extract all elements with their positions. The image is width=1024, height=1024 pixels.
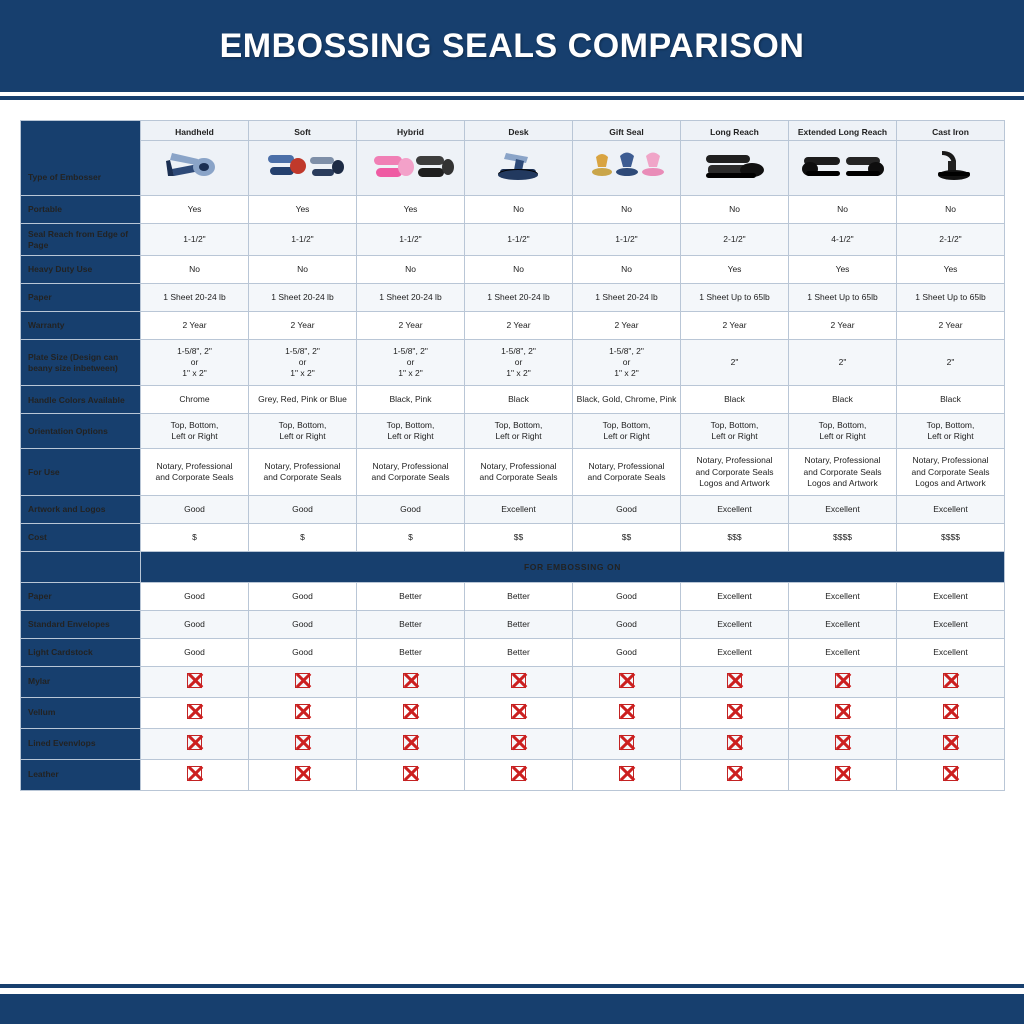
table-row xyxy=(21,523,1005,551)
cell-5-0: 1-5/8", 2" or 1" x 2" xyxy=(141,340,249,386)
table-row xyxy=(21,196,1005,224)
cell-6-6 xyxy=(789,759,897,790)
cell-0-7: Excellent xyxy=(897,582,1005,610)
cell-1-4: 1-1/2" xyxy=(573,224,681,256)
cell-0-2: Better xyxy=(357,582,465,610)
cell-1-2: Better xyxy=(357,610,465,638)
x-mark-icon xyxy=(511,673,526,688)
cell-8-6: Notary, Professional and Corporate Seals Logos and Artwork xyxy=(789,449,897,495)
product-header-extended-long-reach: Extended Long Reach xyxy=(789,121,897,141)
cell-2-0: Good xyxy=(141,638,249,666)
cell-6-5: Black xyxy=(681,386,789,414)
table-row xyxy=(21,414,1005,449)
cell-0-0: Yes xyxy=(141,196,249,224)
cell-6-4 xyxy=(573,759,681,790)
cell-5-7: 2" xyxy=(897,340,1005,386)
cell-3-5: 1 Sheet Up to 65lb xyxy=(681,284,789,312)
x-mark-icon xyxy=(619,735,634,750)
section-banner-left-spacer xyxy=(21,551,141,582)
cell-9-6: Excellent xyxy=(789,495,897,523)
cell-2-5: Yes xyxy=(681,256,789,284)
cell-6-0 xyxy=(141,759,249,790)
row-label-light-cardstock: Light Cardstock xyxy=(21,638,141,666)
row-label-vellum: Vellum xyxy=(21,697,141,728)
cell-3-2: 1 Sheet 20-24 lb xyxy=(357,284,465,312)
x-mark-icon xyxy=(511,766,526,781)
x-mark-icon xyxy=(187,704,202,719)
cell-5-7 xyxy=(897,728,1005,759)
cell-9-1: Good xyxy=(249,495,357,523)
cell-2-5: Excellent xyxy=(681,638,789,666)
cell-2-4: No xyxy=(573,256,681,284)
x-mark-icon xyxy=(187,766,202,781)
cell-7-5: Top, Bottom, Left or Right xyxy=(681,414,789,449)
cell-0-4: Good xyxy=(573,582,681,610)
cell-6-7: Black xyxy=(897,386,1005,414)
table-row xyxy=(21,638,1005,666)
row-label-cost: Cost xyxy=(21,523,141,551)
cell-0-6: No xyxy=(789,196,897,224)
table-row xyxy=(21,582,1005,610)
cell-1-5: Excellent xyxy=(681,610,789,638)
cell-2-3: No xyxy=(465,256,573,284)
footer-divider xyxy=(0,984,1024,988)
cell-0-3: No xyxy=(465,196,573,224)
row-label-portable: Portable xyxy=(21,196,141,224)
cell-8-0: Notary, Professional and Corporate Seals xyxy=(141,449,249,495)
cell-7-0: Top, Bottom, Left or Right xyxy=(141,414,249,449)
cell-9-5: Excellent xyxy=(681,495,789,523)
table-row xyxy=(21,340,1005,386)
cell-10-6: $$$$ xyxy=(789,523,897,551)
x-mark-icon xyxy=(511,704,526,719)
page-title: EMBOSSING SEALS COMPARISON xyxy=(219,26,805,65)
cell-9-4: Good xyxy=(573,495,681,523)
extended-long-reach-embosser-icon xyxy=(789,141,897,196)
product-header-cast-iron: Cast Iron xyxy=(897,121,1005,141)
cell-1-6: Excellent xyxy=(789,610,897,638)
cell-3-4 xyxy=(573,666,681,697)
cell-3-7 xyxy=(897,666,1005,697)
x-mark-icon xyxy=(403,766,418,781)
x-mark-icon xyxy=(295,735,310,750)
cell-1-1: 1-1/2" xyxy=(249,224,357,256)
x-mark-icon xyxy=(727,704,742,719)
cell-9-0: Good xyxy=(141,495,249,523)
cell-7-7: Top, Bottom, Left or Right xyxy=(897,414,1005,449)
cell-0-5: No xyxy=(681,196,789,224)
cell-3-6: 1 Sheet Up to 65lb xyxy=(789,284,897,312)
cell-6-6: Black xyxy=(789,386,897,414)
cell-9-7: Excellent xyxy=(897,495,1005,523)
cell-8-5: Notary, Professional and Corporate Seals Logos and Artwork xyxy=(681,449,789,495)
cell-10-0: $ xyxy=(141,523,249,551)
cell-2-1: No xyxy=(249,256,357,284)
x-mark-icon xyxy=(619,704,634,719)
cell-5-6: 2" xyxy=(789,340,897,386)
cell-2-6: Yes xyxy=(789,256,897,284)
row-label-artwork-and-logos: Artwork and Logos xyxy=(21,495,141,523)
table-row xyxy=(21,495,1005,523)
table-row xyxy=(21,728,1005,759)
row-label-lined-evenvlops: Lined Evenvlops xyxy=(21,728,141,759)
cell-6-3: Black xyxy=(465,386,573,414)
cell-7-1: Top, Bottom, Left or Right xyxy=(249,414,357,449)
table-row xyxy=(21,666,1005,697)
cell-6-1: Grey, Red, Pink or Blue xyxy=(249,386,357,414)
x-mark-icon xyxy=(403,704,418,719)
cell-5-4 xyxy=(573,728,681,759)
cell-10-2: $ xyxy=(357,523,465,551)
comparison-table-body xyxy=(21,121,1005,791)
cell-6-7 xyxy=(897,759,1005,790)
cell-9-3: Excellent xyxy=(465,495,573,523)
cell-2-7: Excellent xyxy=(897,638,1005,666)
cell-3-7: 1 Sheet Up to 65lb xyxy=(897,284,1005,312)
cell-8-2: Notary, Professional and Corporate Seals xyxy=(357,449,465,495)
cell-5-5 xyxy=(681,728,789,759)
row-label-mylar: Mylar xyxy=(21,666,141,697)
product-header-gift-seal: Gift Seal xyxy=(573,121,681,141)
cell-4-5: 2 Year xyxy=(681,312,789,340)
cell-0-7: No xyxy=(897,196,1005,224)
cell-8-3: Notary, Professional and Corporate Seals xyxy=(465,449,573,495)
x-mark-icon xyxy=(187,673,202,688)
cell-0-4: No xyxy=(573,196,681,224)
row-label-warranty: Warranty xyxy=(21,312,141,340)
cell-0-3: Better xyxy=(465,582,573,610)
gift-seal-embosser-icon xyxy=(573,141,681,196)
cell-7-6: Top, Bottom, Left or Right xyxy=(789,414,897,449)
table-row xyxy=(21,697,1005,728)
cell-2-3: Better xyxy=(465,638,573,666)
cell-6-2: Black, Pink xyxy=(357,386,465,414)
cell-2-7: Yes xyxy=(897,256,1005,284)
cell-5-4: 1-5/8", 2" or 1" x 2" xyxy=(573,340,681,386)
row-label-seal-reach-from-edge-of-page: Seal Reach from Edge of Page xyxy=(21,224,141,256)
cell-0-0: Good xyxy=(141,582,249,610)
x-mark-icon xyxy=(943,704,958,719)
page-footer xyxy=(0,994,1024,1024)
cell-5-0 xyxy=(141,728,249,759)
cell-10-4: $$ xyxy=(573,523,681,551)
x-mark-icon xyxy=(727,735,742,750)
product-header-long-reach: Long Reach xyxy=(681,121,789,141)
header-divider xyxy=(0,96,1024,100)
cell-4-3: 2 Year xyxy=(465,312,573,340)
row-label-standard-envelopes: Standard Envelopes xyxy=(21,610,141,638)
product-header-desk: Desk xyxy=(465,121,573,141)
cell-2-2: Better xyxy=(357,638,465,666)
cell-0-1: Good xyxy=(249,582,357,610)
comparison-table xyxy=(20,120,1005,791)
x-mark-icon xyxy=(943,735,958,750)
row-label-paper: Paper xyxy=(21,284,141,312)
cell-4-6: 2 Year xyxy=(789,312,897,340)
cell-2-4: Good xyxy=(573,638,681,666)
cell-4-2: 2 Year xyxy=(357,312,465,340)
x-mark-icon xyxy=(727,673,742,688)
cell-5-2 xyxy=(357,728,465,759)
cell-6-5 xyxy=(681,759,789,790)
cell-3-0: 1 Sheet 20-24 lb xyxy=(141,284,249,312)
x-mark-icon xyxy=(295,704,310,719)
table-row xyxy=(21,610,1005,638)
cell-10-7: $$$$ xyxy=(897,523,1005,551)
cell-6-3 xyxy=(465,759,573,790)
cell-5-3: 1-5/8", 2" or 1" x 2" xyxy=(465,340,573,386)
cell-7-3: Top, Bottom, Left or Right xyxy=(465,414,573,449)
cell-1-4: Good xyxy=(573,610,681,638)
cell-2-0: No xyxy=(141,256,249,284)
row-label-paper: Paper xyxy=(21,582,141,610)
x-mark-icon xyxy=(727,766,742,781)
cell-6-4: Black, Gold, Chrome, Pink xyxy=(573,386,681,414)
product-header-handheld: Handheld xyxy=(141,121,249,141)
cell-0-6: Excellent xyxy=(789,582,897,610)
table-row xyxy=(21,759,1005,790)
cell-3-0 xyxy=(141,666,249,697)
cell-4-6 xyxy=(789,697,897,728)
x-mark-icon xyxy=(295,766,310,781)
cell-5-5: 2" xyxy=(681,340,789,386)
x-mark-icon xyxy=(403,673,418,688)
cell-10-1: $ xyxy=(249,523,357,551)
hybrid-embosser-icon xyxy=(357,141,465,196)
x-mark-icon xyxy=(835,673,850,688)
cell-4-1 xyxy=(249,697,357,728)
cell-4-4 xyxy=(573,697,681,728)
x-mark-icon xyxy=(943,766,958,781)
cell-4-1: 2 Year xyxy=(249,312,357,340)
section-banner-for-embossing-on: FOR EMBOSSING ON xyxy=(141,551,1005,582)
cell-5-2: 1-5/8", 2" or 1" x 2" xyxy=(357,340,465,386)
cell-3-3 xyxy=(465,666,573,697)
cell-3-1 xyxy=(249,666,357,697)
row-label-for-use: For Use xyxy=(21,449,141,495)
row-label-leather: Leather xyxy=(21,759,141,790)
cell-5-1 xyxy=(249,728,357,759)
table-row xyxy=(21,449,1005,495)
long-reach-embosser-icon xyxy=(681,141,789,196)
cell-3-3: 1 Sheet 20-24 lb xyxy=(465,284,573,312)
cell-3-2 xyxy=(357,666,465,697)
cell-1-7: Excellent xyxy=(897,610,1005,638)
cell-1-1: Good xyxy=(249,610,357,638)
x-mark-icon xyxy=(187,735,202,750)
cell-8-1: Notary, Professional and Corporate Seals xyxy=(249,449,357,495)
soft-embosser-icon xyxy=(249,141,357,196)
table-header-type-of-embosser: Type of Embosser xyxy=(21,121,141,196)
row-label-heavy-duty-use: Heavy Duty Use xyxy=(21,256,141,284)
cell-4-0 xyxy=(141,697,249,728)
cell-1-3: 1-1/2" xyxy=(465,224,573,256)
desk-embosser-icon xyxy=(465,141,573,196)
table-row xyxy=(21,256,1005,284)
x-mark-icon xyxy=(511,735,526,750)
handheld-embosser-icon xyxy=(141,141,249,196)
cell-3-1: 1 Sheet 20-24 lb xyxy=(249,284,357,312)
product-header-hybrid: Hybrid xyxy=(357,121,465,141)
cell-2-6: Excellent xyxy=(789,638,897,666)
cell-4-4: 2 Year xyxy=(573,312,681,340)
cell-7-4: Top, Bottom, Left or Right xyxy=(573,414,681,449)
table-row xyxy=(21,312,1005,340)
cell-8-7: Notary, Professional and Corporate Seals Logos and Artwork xyxy=(897,449,1005,495)
x-mark-icon xyxy=(835,766,850,781)
cell-6-2 xyxy=(357,759,465,790)
cell-4-5 xyxy=(681,697,789,728)
cell-2-1: Good xyxy=(249,638,357,666)
cell-5-3 xyxy=(465,728,573,759)
cell-3-6 xyxy=(789,666,897,697)
cell-6-1 xyxy=(249,759,357,790)
cell-8-4: Notary, Professional and Corporate Seals xyxy=(573,449,681,495)
x-mark-icon xyxy=(835,735,850,750)
cell-10-3: $$ xyxy=(465,523,573,551)
cell-6-0: Chrome xyxy=(141,386,249,414)
cell-5-1: 1-5/8", 2" or 1" x 2" xyxy=(249,340,357,386)
row-label-plate-size-design-can-beany-size-inbetween: Plate Size (Design can beany size inbetween) xyxy=(21,340,141,386)
cell-4-2 xyxy=(357,697,465,728)
cell-1-0: Good xyxy=(141,610,249,638)
cell-4-7: 2 Year xyxy=(897,312,1005,340)
x-mark-icon xyxy=(295,673,310,688)
product-header-soft: Soft xyxy=(249,121,357,141)
cell-5-6 xyxy=(789,728,897,759)
cell-9-2: Good xyxy=(357,495,465,523)
cell-7-2: Top, Bottom, Left or Right xyxy=(357,414,465,449)
page-header xyxy=(0,0,1024,92)
cell-4-7 xyxy=(897,697,1005,728)
cell-1-2: 1-1/2" xyxy=(357,224,465,256)
cell-0-2: Yes xyxy=(357,196,465,224)
cell-3-4: 1 Sheet 20-24 lb xyxy=(573,284,681,312)
cell-0-1: Yes xyxy=(249,196,357,224)
table-row xyxy=(21,386,1005,414)
x-mark-icon xyxy=(943,673,958,688)
cell-4-0: 2 Year xyxy=(141,312,249,340)
row-label-handle-colors-available: Handle Colors Available xyxy=(21,386,141,414)
cell-2-2: No xyxy=(357,256,465,284)
x-mark-icon xyxy=(619,766,634,781)
cell-10-5: $$$ xyxy=(681,523,789,551)
x-mark-icon xyxy=(619,673,634,688)
x-mark-icon xyxy=(403,735,418,750)
cell-1-0: 1-1/2" xyxy=(141,224,249,256)
row-label-orientation-options: Orientation Options xyxy=(21,414,141,449)
cast-iron-embosser-icon xyxy=(897,141,1005,196)
cell-4-3 xyxy=(465,697,573,728)
cell-1-3: Better xyxy=(465,610,573,638)
table-row xyxy=(21,224,1005,256)
table-row xyxy=(21,284,1005,312)
cell-1-5: 2-1/2" xyxy=(681,224,789,256)
cell-1-7: 2-1/2" xyxy=(897,224,1005,256)
cell-0-5: Excellent xyxy=(681,582,789,610)
cell-3-5 xyxy=(681,666,789,697)
x-mark-icon xyxy=(835,704,850,719)
comparison-table-wrapper xyxy=(20,120,1004,791)
cell-1-6: 4-1/2" xyxy=(789,224,897,256)
